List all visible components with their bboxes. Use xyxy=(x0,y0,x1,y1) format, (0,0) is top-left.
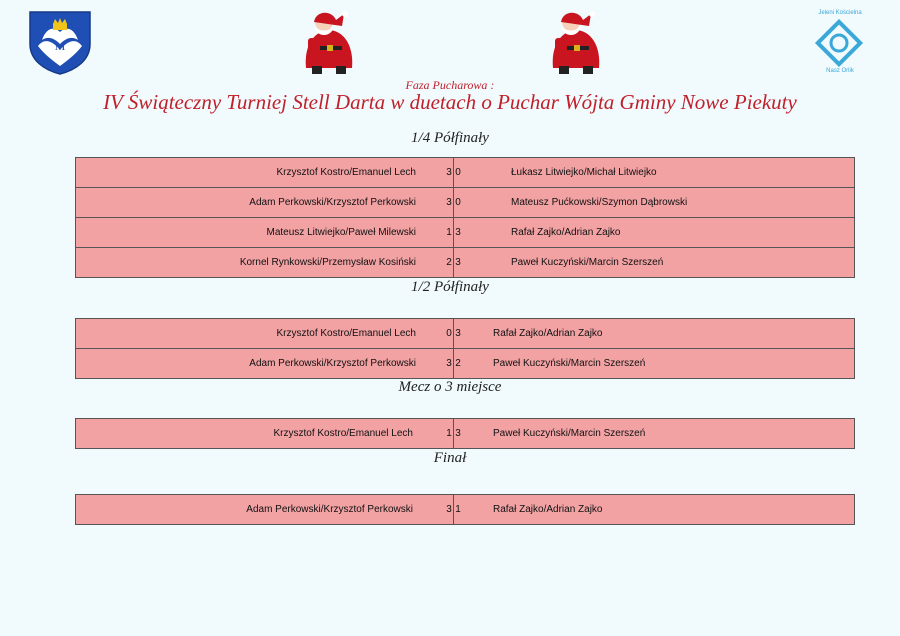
svg-text:M: M xyxy=(54,39,66,53)
score-home: 0 xyxy=(446,328,452,339)
municipal-crest-icon xyxy=(26,10,94,76)
section-title-quarterfinals: 1/4 Półfinały xyxy=(411,130,489,146)
score-away: 3 xyxy=(455,257,461,268)
table-row xyxy=(76,495,854,524)
score-away: 1 xyxy=(455,504,461,515)
table-row xyxy=(76,319,854,348)
table-row xyxy=(76,217,854,247)
table-row xyxy=(76,348,854,378)
santa-claus-icon xyxy=(294,8,364,76)
third-place-table xyxy=(75,418,855,449)
team-home: Krzysztof Kostro/Emanuel Lech xyxy=(276,167,416,178)
score-away: 3 xyxy=(455,227,461,238)
score-away: 0 xyxy=(455,197,461,208)
team-away: Łukasz Litwiejko/Michał Litwiejko xyxy=(511,167,657,178)
table-row xyxy=(76,187,854,217)
team-home: Krzysztof Kostro/Emanuel Lech xyxy=(276,328,416,339)
score-home: 3 xyxy=(446,358,452,369)
team-home: Mateusz Litwiejko/Paweł Milewski xyxy=(266,227,416,238)
score-home: 1 xyxy=(446,428,452,439)
team-home: Adam Perkowski/Krzysztof Perkowski xyxy=(249,197,416,208)
section-title-final: Finał xyxy=(433,450,467,466)
table-row xyxy=(76,158,854,187)
score-home: 3 xyxy=(446,167,452,178)
team-away: Paweł Kuczyński/Marcin Szerszeń xyxy=(511,257,664,268)
team-home: Krzysztof Kostro/Emanuel Lech xyxy=(273,428,413,439)
quarterfinals-table xyxy=(75,157,855,278)
score-home: 2 xyxy=(446,257,452,268)
score-away: 2 xyxy=(455,358,461,369)
table-row xyxy=(76,419,854,448)
semifinals-table xyxy=(75,318,855,379)
score-away: 3 xyxy=(455,328,461,339)
orlik-logo-icon xyxy=(808,10,872,76)
score-home: 3 xyxy=(446,197,452,208)
team-home: Kornel Rynkowski/Przemysław Kosiński xyxy=(239,257,416,268)
table-row xyxy=(76,247,854,277)
team-away: Rafał Zajko/Adrian Zajko xyxy=(493,504,603,515)
page-title: IV Świąteczny Turniej Stell Darta w duetach o Puchar Wójta Gminy Nowe Piekuty xyxy=(103,90,797,114)
section-title-semifinals: 1/2 Półfinały xyxy=(411,279,489,295)
team-away: Paweł Kuczyński/Marcin Szerszeń xyxy=(493,358,646,369)
score-home: 3 xyxy=(446,504,452,515)
score-away: 0 xyxy=(455,167,461,178)
phase-label: Faza Pucharowa : xyxy=(405,78,495,92)
section-title-third-place: Mecz o 3 miejsce xyxy=(398,379,502,395)
orlik-logo-bottom-text: Nasz Orlik xyxy=(826,68,854,74)
final-table xyxy=(75,494,855,525)
santa-claus-icon xyxy=(541,8,611,76)
team-away: Rafał Zajko/Adrian Zajko xyxy=(511,227,621,238)
orlik-logo-top-text: Jeleni Kościelna xyxy=(818,10,862,16)
score-away: 3 xyxy=(455,428,461,439)
team-home: Adam Perkowski/Krzysztof Perkowski xyxy=(246,504,413,515)
team-away: Rafał Zajko/Adrian Zajko xyxy=(493,328,603,339)
team-away: Paweł Kuczyński/Marcin Szerszeń xyxy=(493,428,646,439)
team-home: Adam Perkowski/Krzysztof Perkowski xyxy=(249,358,416,369)
score-home: 1 xyxy=(446,227,452,238)
team-away: Mateusz Pućkowski/Szymon Dąbrowski xyxy=(511,197,688,208)
